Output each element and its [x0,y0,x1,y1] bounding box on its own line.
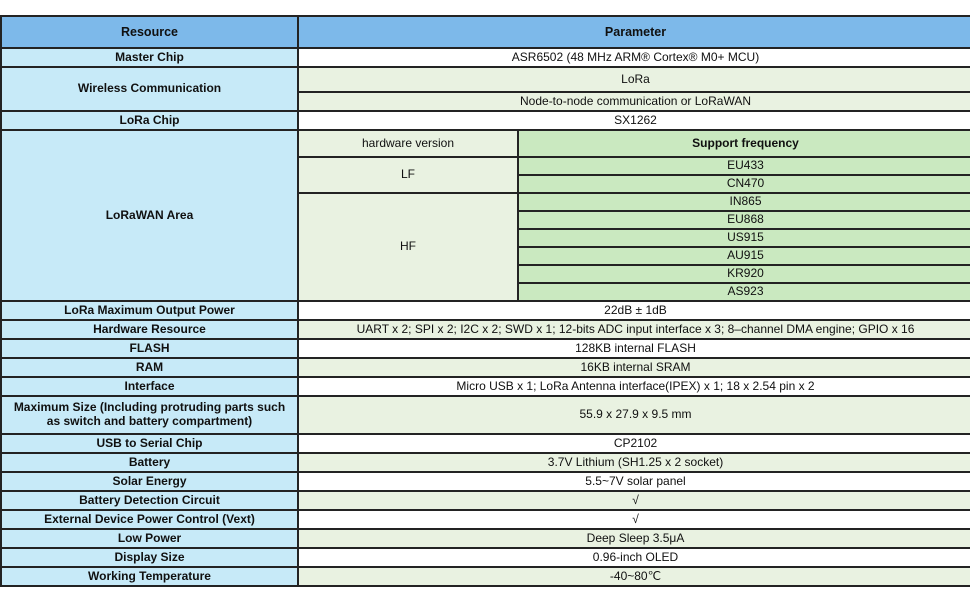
frequency-eu433: EU433 [518,157,970,175]
table-row [1,320,970,339]
table-row [1,111,970,130]
table-row [1,434,970,453]
table-row [1,453,970,472]
ram-label: RAM [1,358,298,377]
usb-to-serial-chip-value: CP2102 [298,434,970,453]
wireless-communication-value-1: LoRa [298,67,970,92]
flash-value: 128KB internal FLASH [298,339,970,358]
master-chip-value: ASR6502 (48 MHz ARM® Cortex® M0+ MCU) [298,48,970,67]
table-row [1,67,970,92]
battery-detection-circuit-label: Battery Detection Circuit [1,491,298,510]
hardware-resource-label: Hardware Resource [1,320,298,339]
hardware-version-header: hardware version [298,130,518,157]
table-row [1,301,970,320]
table-row [1,130,970,157]
lf-label: LF [298,157,518,193]
usb-to-serial-chip-label: USB to Serial Chip [1,434,298,453]
frequency-kr920: KR920 [518,265,970,283]
support-frequency-header: Support frequency [518,130,970,157]
working-temperature-label: Working Temperature [1,567,298,586]
table-row [1,358,970,377]
display-size-label: Display Size [1,548,298,567]
working-temperature-value: -40~80℃ [298,567,970,586]
hardware-resource-value: UART x 2; SPI x 2; I2C x 2; SWD x 1; 12-bits ADC input interface x 3; 8–channel DMA engine; GPIO x 16 [298,320,970,339]
frequency-cn470: CN470 [518,175,970,193]
interface-label: Interface [1,377,298,396]
flash-label: FLASH [1,339,298,358]
table-row [1,339,970,358]
table-row [1,548,970,567]
maximum-size-label: Maximum Size (Including protruding parts such as switch and battery compartment) [1,396,298,434]
table-row [1,396,970,434]
table-row [1,377,970,396]
interface-value: Micro USB x 1; LoRa Antenna interface(IPEX) x 1; 18 x 2.54 pin x 2 [298,377,970,396]
table-row [1,529,970,548]
frequency-in865: IN865 [518,193,970,211]
frequency-au915: AU915 [518,247,970,265]
table-row [1,48,970,67]
spec-table [0,15,970,587]
lora-chip-value: SX1262 [298,111,970,130]
maximum-size-value: 55.9 x 27.9 x 9.5 mm [298,396,970,434]
solar-energy-value: 5.5~7V solar panel [298,472,970,491]
battery-label: Battery [1,453,298,472]
low-power-label: Low Power [1,529,298,548]
header-row [1,16,970,48]
lora-max-output-power-value: 22dB ± 1dB [298,301,970,320]
battery-value: 3.7V Lithium (SH1.25 x 2 socket) [298,453,970,472]
lora-max-output-power-label: LoRa Maximum Output Power [1,301,298,320]
ram-value: 16KB internal SRAM [298,358,970,377]
table-row [1,472,970,491]
wireless-communication-value-2: Node-to-node communication or LoRaWAN [298,92,970,111]
hf-label: HF [298,193,518,301]
lora-chip-label: LoRa Chip [1,111,298,130]
external-device-power-control-label: External Device Power Control (Vext) [1,510,298,529]
frequency-us915: US915 [518,229,970,247]
battery-detection-circuit-value: √ [298,491,970,510]
frequency-as923: AS923 [518,283,970,301]
table-row [1,491,970,510]
master-chip-label: Master Chip [1,48,298,67]
display-size-value: 0.96-inch OLED [298,548,970,567]
solar-energy-label: Solar Energy [1,472,298,491]
wireless-communication-label: Wireless Communication [1,67,298,111]
lorawan-area-label: LoRaWAN Area [1,130,298,301]
table-row [1,510,970,529]
resource-column-header: Resource [1,16,298,48]
table-row [1,567,970,586]
low-power-value: Deep Sleep 3.5μA [298,529,970,548]
parameter-column-header: Parameter [298,16,970,48]
frequency-eu868: EU868 [518,211,970,229]
external-device-power-control-value: √ [298,510,970,529]
